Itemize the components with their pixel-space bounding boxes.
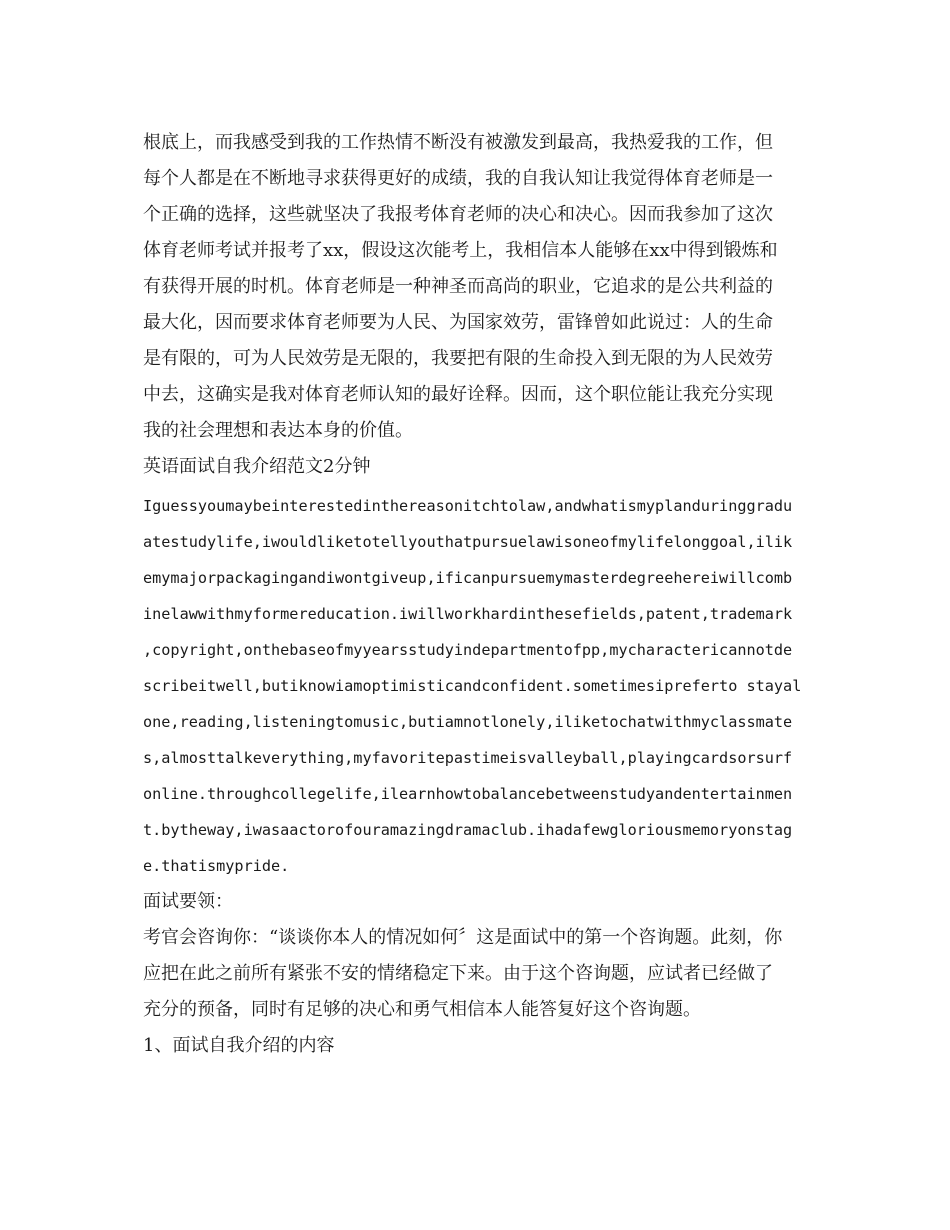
paragraph1-line-4: 体育老师考试并报考了xx，假设这次能考上，我相信本人能够在xx中得到锻炼和 [143,240,778,261]
english-line-3: emymajorpackagingandiwontgiveup,ificanpursuemymasterdegreehereiwillcomb [143,569,793,587]
paragraph1-line-6: 最大化，因而要求体育老师要为人民、为国家效劳，雷锋曾如此说过：人的生命 [143,312,773,333]
paragraph1-line-8: 中去，这确实是我对体育老师认知的最好诠释。因而，这个职位能让我充分实现 [143,384,773,405]
paragraph2-line-3: 充分的预备，同时有足够的决心和勇气相信本人能答复好这个咨询题。 [143,999,701,1020]
paragraph1-line-5: 有获得开展的时机。体育老师是一种神圣而高尚的职业，它追求的是公共利益的 [143,276,773,297]
heading-tips: 面试要领： [143,891,233,912]
english-line-11: e.thatismypride. [143,857,290,875]
paragraph2-line-1: 考官会咨询你：“谈谈你本人的情况如何〞这是面试中的第一个咨询题。此刻，你 [143,927,783,948]
paragraph1-line-3: 个正确的选择，这些就坚决了我报考体育老师的决心和决心。因而我参加了这次 [143,204,773,225]
paragraph1-line-2: 每个人都是在不断地寻求获得更好的成绩，我的自我认知让我觉得体育老师是一 [143,168,773,189]
paragraph1-line-9: 我的社会理想和表达本身的价值。 [143,420,413,441]
paragraph2-line-2: 应把在此之前所有紧张不安的情绪稳定下来。由于这个咨询题，应试者已经做了 [143,963,773,984]
english-line-2: atestudylife,iwouldliketotellyouthatpursuelawisoneofmylifelonggoal,ilik [143,533,793,551]
heading-section-1: 1、面试自我介绍的内容 [143,1035,335,1056]
paragraph1-line-7: 是有限的，可为人民效劳是无限的，我要把有限的生命投入到无限的为人民效劳 [143,348,773,369]
english-line-1: Iguessyoumaybeinterestedinthereasonitchtolaw,andwhatismyplanduringgradu [143,497,793,515]
english-line-9: online.throughcollegelife,ilearnhowtobalancebetweenstudyandentertainmen [143,785,793,803]
english-line-8: s,almosttalkeverything,myfavoritepastimeisvalleyball,playingcardsorsurf [143,749,793,767]
english-line-10: t.bytheway,iwasaactorofouramazingdramaclub.ihadafewgloriousmemoryonstag [143,821,793,839]
english-line-4: inelawwithmyformereducation.iwillworkhardinthesefields,patent,trademark [143,605,793,623]
english-line-6: scribeitwell,butiknowiamoptimisticandconfident.sometimesipreferto stayal [143,677,802,695]
paragraph1-line-1: 根底上，而我感受到我的工作热情不断没有被激发到最高，我热爱我的工作，但 [143,132,773,153]
heading-english-sample: 英语面试自我介绍范文2分钟 [143,456,371,477]
english-line-7: one,reading,listeningtomusic,butiamnotlonely,iliketochatwithmyclassmate [143,713,793,731]
english-line-5: ,copyright,onthebaseofmyyearsstudyindepartmentofpp,mycharactericannotde [143,641,793,659]
